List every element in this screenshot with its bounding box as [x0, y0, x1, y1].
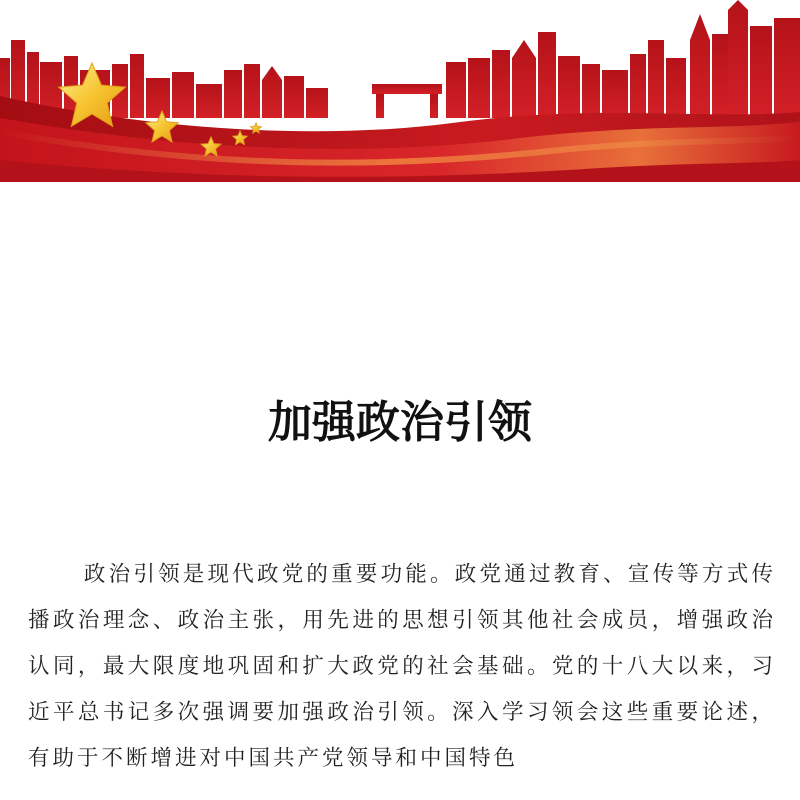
- city-skyline: [0, 0, 800, 118]
- header-banner: [0, 0, 800, 190]
- body-paragraph: 政治引领是现代政党的重要功能。政党通过教育、宣传等方式传播政治理念、政治主张，用先进的思想引领其他社会成员，增强政治认同，最大限度地巩固和扩大政党的社会基础。党的十八大以来，习近平总书记多次强调要加强政治引领。深入学习领会这些重要论述，有助于不断增进对中国共产党领导和中国特色: [28, 562, 776, 771]
- page-title: 加强政治引领: [268, 397, 532, 448]
